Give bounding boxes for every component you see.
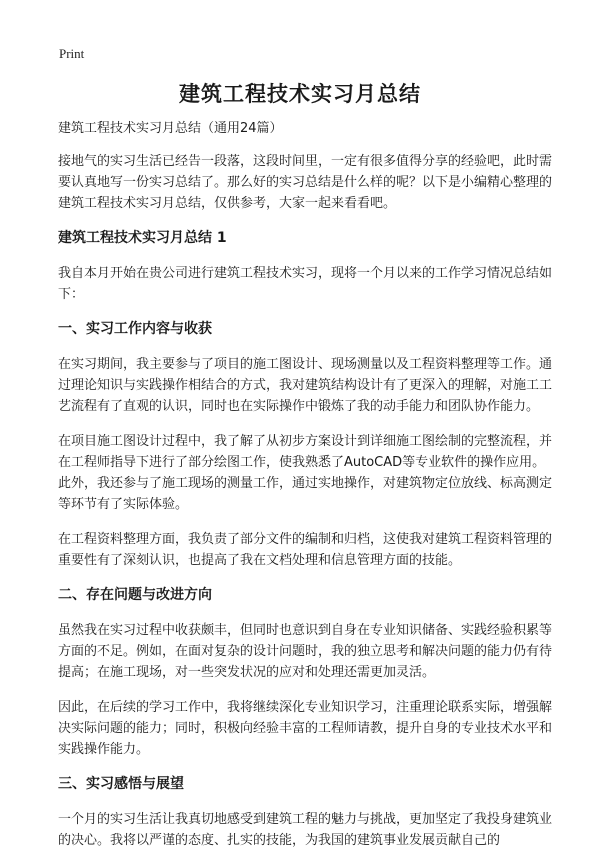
section-1-paragraph-2: 在项目施工图设计过程中，我了解了从初步方案设计到详细施工图绘制的完整流程，并在工程师指导下进行了部分绘图工作，使我熟悉了AutoCAD等专业软件的操作应用。此外，我还参与了施工现场的测量工作，通过实地操作，对建筑物定位放线、标高测定等环节有了实际体验。 <box>58 434 553 512</box>
document-subtitle: 建筑工程技术实习月总结（通用24篇） <box>58 121 283 136</box>
print-link[interactable]: Print <box>59 46 85 61</box>
article-heading: 建筑工程技术实习月总结 1 <box>58 230 227 246</box>
article-intro-paragraph: 我自本月开始在贵公司进行建筑工程技术实习，现将一个月以来的工作学习情况总结如下： <box>58 266 553 302</box>
section-1-paragraph-1: 在实习期间，我主要参与了项目的施工图设计、现场测量以及工程资料整理等工作。通过理论知识与实践操作相结合的方式，我对建筑结构设计有了更深入的理解，对施工工艺流程有了直观的认识，同时也在实际操作中锻炼了我的动手能力和团队协作能力。 <box>58 357 553 414</box>
section-1-heading: 一、实习工作内容与收获 <box>58 321 212 337</box>
section-1-paragraph-3: 在工程资料整理方面，我负责了部分文件的编制和归档，这使我对建筑工程资料管理的重要性有了深刻认识，也提高了我在文档处理和信息管理方面的技能。 <box>58 532 553 568</box>
document-title: 建筑工程技术实习月总结 <box>179 82 421 106</box>
document-body <box>58 118 558 865</box>
section-3-heading: 三、实习感悟与展望 <box>58 776 184 792</box>
section-2-heading: 二、存在问题与改进方向 <box>58 587 212 603</box>
section-2-paragraph-2: 因此，在后续的学习工作中，我将继续深化专业知识学习，注重理论联系实际，增强解决实际问题的能力；同时，积极向经验丰富的工程师请教，提升自身的专业技术水平和实践操作能力。 <box>58 700 553 757</box>
intro-paragraph: 接地气的实习生活已经告一段落，这段时间里，一定有很多值得分享的经验吧，此时需要认真地写一份实习总结了。那么好的实习总结是什么样的呢？以下是小编精心整理的建筑工程技术实习月总结，仅供参考，大家一起来看看吧。 <box>58 154 553 211</box>
section-3-paragraph-1: 一个月的实习生活让我真切地感受到建筑工程的魅力与挑战，更加坚定了我投身建筑业的决心。我将以严谨的态度、扎实的技能，为我国的建筑事业发展贡献自己的 <box>58 812 553 848</box>
section-2-paragraph-1: 虽然我在实习过程中收获颇丰，但同时也意识到自身在专业知识储备、实践经验积累等方面的不足。例如，在面对复杂的设计问题时，我的独立思考和解决问题的能力仍有待提高；在施工现场，对一些突发状况的应对和处理还需更加灵活。 <box>58 623 553 680</box>
